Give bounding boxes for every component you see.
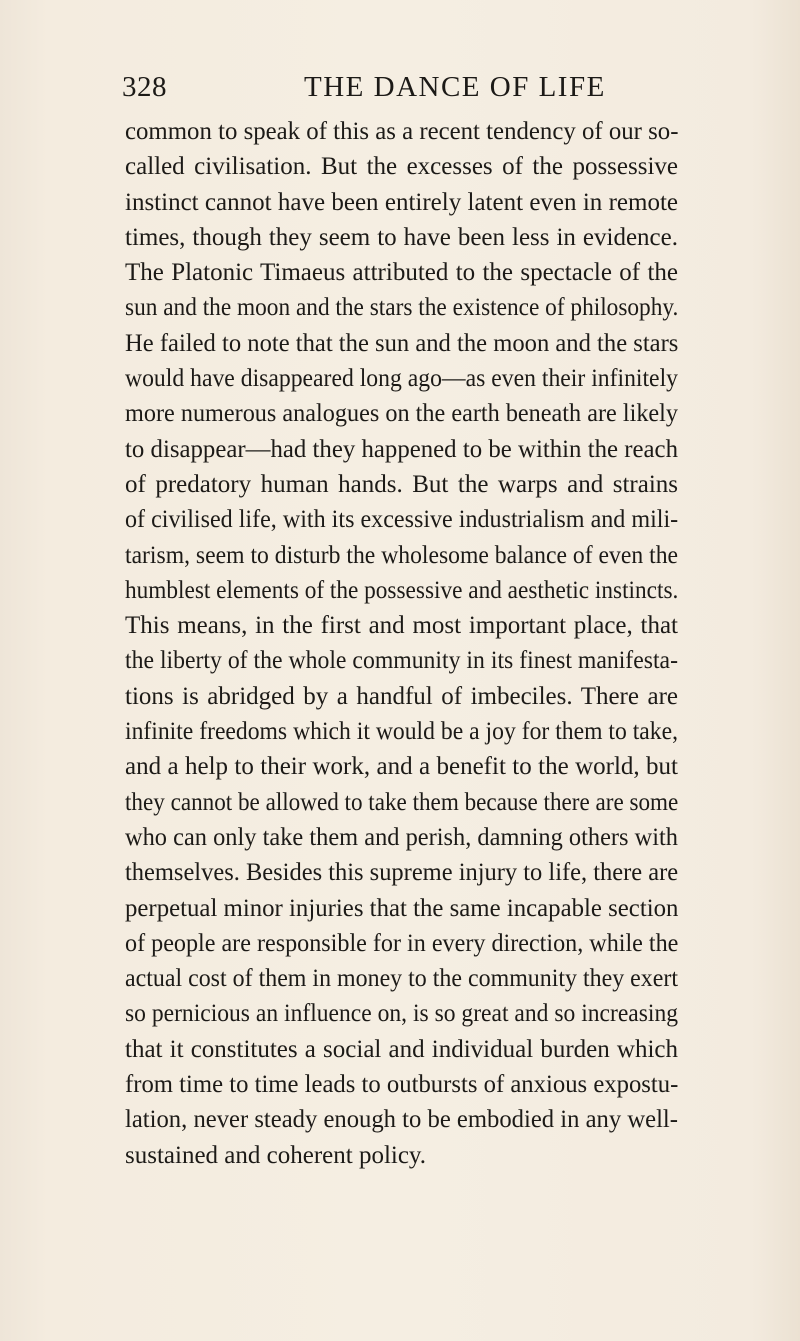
running-title: THE DANCE OF LIFE <box>304 71 606 103</box>
text-line: the liberty of the whole community in its finest manifesta- <box>125 647 678 675</box>
text-line: tarism, seem to disturb the wholesome balance of even the <box>125 541 679 569</box>
text-line: more numerous analogues on the earth beneath are likely <box>125 400 679 428</box>
text-line-last: sustained and coherent policy. <box>125 1141 427 1169</box>
text-line: perpetual minor injuries that the same incapable section <box>125 894 679 922</box>
text-line: He failed to note that the sun and the moon and the stars <box>125 329 679 357</box>
text-line: from time to time leads to outbursts of anxious expostu- <box>125 1071 679 1099</box>
text-line: tions is abridged by a handful of imbeciles. There are <box>125 682 678 710</box>
text-line: of people are responsible for in every direction, while the <box>125 929 679 957</box>
text-line: to disappear—had they happened to be within the reach <box>125 435 678 463</box>
text-line: instinct cannot have been entirely latent even in remote <box>125 188 678 216</box>
text-line: This means, in the first and most important place, that <box>125 612 678 640</box>
text-line: infinite freedoms which it would be a joy for them to take, <box>125 718 679 746</box>
text-line: of predatory human hands. But the warps and strains <box>125 470 678 498</box>
text-line: The Platonic Timaeus attributed to the spectacle of the <box>125 259 678 287</box>
text-line: lation, never steady enough to be embodied in any well- <box>125 1106 678 1134</box>
text-line: who can only take them and perish, damning others with <box>125 823 678 851</box>
text-line: humblest elements of the possessive and aesthetic instincts. <box>125 576 679 604</box>
text-line: called civilisation. But the excesses of the possessive <box>125 153 678 181</box>
text-line: they cannot be allowed to take them because there are some <box>125 788 679 816</box>
text-line: that it constitutes a social and individual burden which <box>125 1035 678 1063</box>
text-line: sun and the moon and the stars the existence of philosophy. <box>125 294 679 322</box>
body-paragraph <box>125 114 678 1173</box>
text-line: themselves. Besides this supreme injury to life, there are <box>125 859 679 887</box>
page-header <box>122 66 680 108</box>
text-line: actual cost of them in money to the community they exert <box>125 965 678 993</box>
page-number: 328 <box>122 71 167 103</box>
text-line: common to speak of this as a recent tendency of our so- <box>125 118 679 145</box>
text-line: of civilised life, with its excessive industrialism and mili- <box>125 506 679 534</box>
text-line: times, though they seem to have been less in evidence. <box>125 223 678 251</box>
text-line: and a help to their work, and a benefit to the world, but <box>125 753 678 781</box>
text-line: would have disappeared long ago—as even their infinitely <box>125 365 678 393</box>
text-line: so pernicious an influence on, is so great and so increasing <box>125 1000 679 1028</box>
